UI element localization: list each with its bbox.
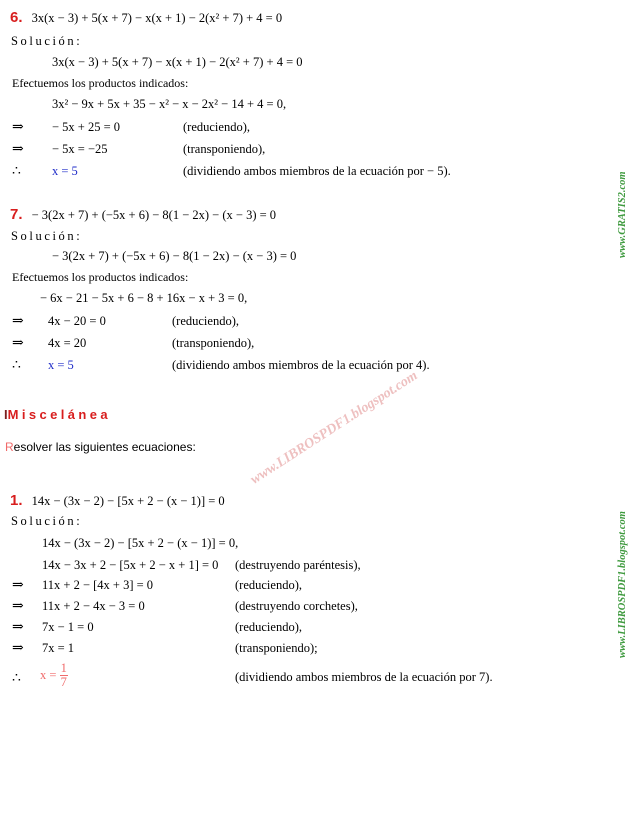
implies-icon: ⇒ [12,619,24,635]
efectuemos-text: Efectuemos los productos indicados: [12,270,189,284]
step-expression: 11x + 2 − [4x + 3] = 0 [42,578,154,592]
step-note: (transponiendo), [183,142,266,156]
final-solution [40,662,68,689]
efectuemos-text: Efectuemos los productos indicados: [12,76,189,90]
step-expression: 11x + 2 − 4x − 3 = 0 [42,599,145,613]
problem-number: 6. [10,9,23,26]
step-expression: − 5x = −25 [52,142,108,156]
step-note: (reduciendo), [172,314,239,328]
step-expression: 14x − (3x − 2) − [5x + 2 − (x − 1)] = 0, [42,536,239,550]
final-lhs: x = [40,668,57,682]
step-note: (reduciendo), [235,578,302,592]
problem-number: 1. [10,492,23,509]
section-marker: I [4,407,8,422]
watermark-side-top: www.GRATIS2.com [617,171,628,258]
problem-1-header [10,490,225,509]
step-expression: 7x = 1 [42,641,75,655]
implies-icon: ⇒ [12,640,24,656]
expanded-equation: − 6x − 21 − 5x + 6 − 8 + 16x − x + 3 = 0, [40,291,248,305]
implies-icon: ⇒ [12,598,24,614]
implies-icon: ⇒ [12,577,24,593]
step-note: (dividiendo ambos miembros de la ecuación por 4). [172,358,430,372]
fraction-denominator: 7 [60,675,67,689]
fraction [60,662,68,689]
implies-icon: ⇒ [12,335,24,351]
watermark-diagonal: www.LIBROSPDF1.blogspot.com [248,368,421,488]
section-title: Miscelánea [7,407,111,422]
implies-icon: ⇒ [12,313,24,329]
problem-6-header [10,7,282,26]
watermark-side-bottom: www.LIBROSPDF1.blogspot.com [617,511,628,658]
step-note: (dividiendo ambos miembros de la ecuación por − 5). [183,164,451,178]
step-note: (transponiendo); [235,641,318,655]
therefore-icon: ∴ [12,163,21,179]
step-note: (destruyendo paréntesis), [235,558,361,572]
step-note: (reduciendo), [235,620,302,634]
problem-equation: 14x − (3x − 2) − [5x + 2 − (x − 1)] = 0 [31,494,225,508]
step-note: (destruyendo corchetes), [235,599,358,613]
implies-icon: ⇒ [12,141,24,157]
solucion-label: Solución: [11,34,83,48]
solution-value: x = 5 [52,164,78,178]
instruction-text [5,440,196,454]
problem-equation: 3x(x − 3) + 5(x + 7) − x(x + 1) − 2(x² + 7) + 4 = 0 [31,11,283,25]
restated-equation: − 3(2x + 7) + (−5x + 6) − 8(1 − 2x) − (x − 3) = 0 [52,249,297,263]
step-expression: 7x − 1 = 0 [42,620,94,634]
instruction-initial: R [5,440,14,454]
solucion-label: Solución: [11,229,83,243]
step-expression: 4x = 20 [48,336,87,350]
step-expression: − 5x + 25 = 0 [52,120,121,134]
implies-icon: ⇒ [12,119,24,135]
solucion-label: Solución: [11,514,83,528]
step-note: (reduciendo), [183,120,250,134]
therefore-icon: ∴ [12,670,21,686]
step-expression: 4x − 20 = 0 [48,314,106,328]
problem-number: 7. [10,206,23,223]
section-heading [4,404,111,423]
restated-equation: 3x(x − 3) + 5(x + 7) − x(x + 1) − 2(x² + 7) + 4 = 0 [52,55,303,69]
fraction-numerator: 1 [60,661,67,675]
problem-equation: − 3(2x + 7) + (−5x + 6) − 8(1 − 2x) − (x − 3) = 0 [31,208,277,222]
instruction-rest: esolver las siguientes ecuaciones: [13,440,196,454]
solution-value: x = 5 [48,358,74,372]
step-note: (dividiendo ambos miembros de la ecuación por 7). [235,670,493,684]
expanded-equation: 3x² − 9x + 5x + 35 − x² − x − 2x² − 14 + 4 = 0, [52,97,287,111]
therefore-icon: ∴ [12,357,21,373]
problem-7-header [10,204,276,223]
step-note: (transponiendo), [172,336,255,350]
step-expression: 14x − 3x + 2 − [5x + 2 − x + 1] = 0 [42,558,219,572]
